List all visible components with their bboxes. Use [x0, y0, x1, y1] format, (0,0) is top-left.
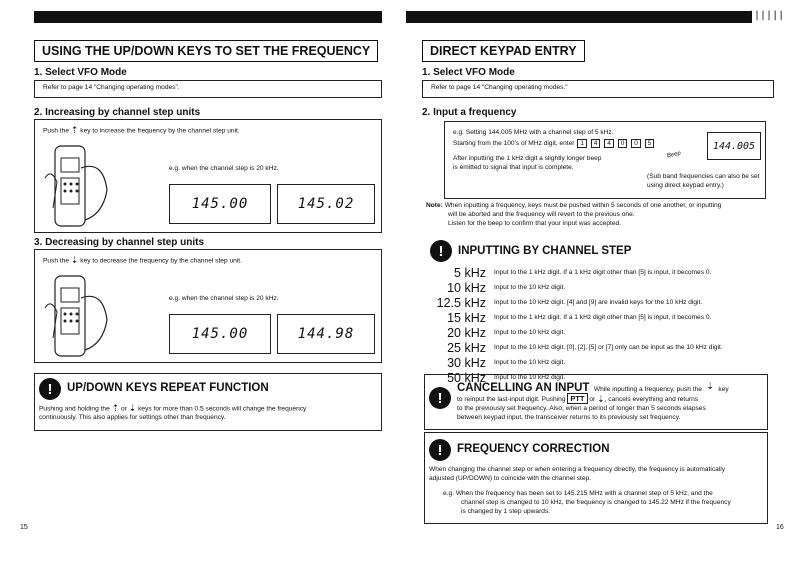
after-line-2: is emitted to signal that input is complete. [453, 164, 574, 171]
correction-example [443, 489, 763, 516]
step-label-20: 20 kHz [447, 326, 486, 340]
step-label-12-5: 12.5 kHz [436, 296, 486, 310]
mhz-key-icon: ⇣ [706, 381, 714, 392]
warning-icon: ! [429, 439, 451, 461]
lcd-144-98: 144.98 [277, 314, 375, 354]
cancel-text-2c: , cancels everything and returns [604, 396, 699, 403]
note-label: Note: [426, 202, 443, 209]
cancel-title: CANCELLING AN INPUT [457, 382, 590, 394]
after-line-1: After inputting the 1 kHz digit a slightly longer beep [453, 155, 602, 162]
correction-text [429, 465, 763, 483]
note-block [426, 201, 766, 228]
step-desc-5: Input to the 1 kHz digit. If a 1 kHz digit other than [5] is input, it becomes 0. [494, 269, 712, 276]
cancel-text-2a: to reinput the last-input digit. Pushing [457, 396, 566, 403]
cancel-text-3: to the previously set frequency. Also, when a period of longer than 5 seconds elapses [457, 405, 706, 412]
ptt-key: PTT [567, 393, 587, 404]
step2-text-a: Push the [43, 127, 70, 135]
step3-box [34, 249, 382, 363]
top-bar-right [406, 11, 752, 23]
down-key-icon: ⇣ [128, 403, 137, 413]
correction-line-1: When changing the channel step or when entering a frequency directly, the frequency is automatically [429, 466, 726, 473]
key-1: 1 [577, 139, 587, 148]
repeat-function-box [34, 373, 382, 431]
step2-heading: 2. Increasing by channel step units [34, 107, 201, 118]
step3-example: e.g. when the channel step is 20 kHz. [169, 295, 279, 302]
step-label-25: 25 kHz [447, 341, 486, 355]
right-step1-heading: 1. Select VFO Mode [422, 67, 515, 78]
subband-note [647, 172, 760, 190]
right-step1-box [422, 80, 774, 98]
step3-text-a: Push the [43, 257, 70, 265]
repeat-title: UP/DOWN KEYS REPEAT FUNCTION [67, 382, 269, 394]
input-start-line [453, 139, 655, 148]
up-key-icon: ⇡ [70, 125, 79, 135]
channel-step-title: INPUTTING BY CHANNEL STEP [458, 245, 632, 257]
input-after-text [453, 154, 601, 172]
sub-line-2: using direct keypad entry.) [647, 182, 724, 189]
step-desc-10: Input to the 10 kHz digit. [494, 284, 566, 291]
correction-box [424, 432, 768, 524]
note-line-1: When inputting a frequency, keys must be pushed within 5 seconds of one another, or inputting [444, 202, 722, 209]
warning-icon: ! [429, 387, 451, 409]
radio-hand-illustration [41, 138, 113, 230]
vfo-key-icon: ⇣ [597, 393, 605, 404]
repeat-text-c: continuously. This also applies for settings other than frequency. [39, 414, 226, 422]
cancel-box [424, 374, 768, 430]
note-line-3: Listen for the beep to confirm that your input was accepted. [448, 220, 622, 227]
step2-example: e.g. when the channel step is 20 kHz. [169, 165, 279, 172]
repeat-text-or: or [121, 405, 127, 413]
lcd-145-00-down: 145.00 [169, 314, 271, 354]
page-number-left: 15 [20, 524, 28, 531]
step-desc-50: Input to the 10 kHz digit. [494, 374, 566, 381]
lcd-145-02: 145.02 [277, 184, 375, 224]
step-label-15: 15 kHz [447, 311, 486, 325]
key-5: 5 [645, 139, 655, 148]
beep-label: Beep [666, 150, 682, 160]
key-4a: 4 [591, 139, 601, 148]
correction-line-2: adjusted (UP/DOWN) to coincide with the channel step. [429, 475, 591, 482]
section-title-updown: USING THE UP/DOWN KEYS TO SET THE FREQUENCY [34, 40, 378, 62]
warning-icon: ! [39, 378, 61, 400]
radio-hand-illustration-2 [41, 268, 113, 360]
cancel-text-1a: While inputting a frequency, push the [593, 386, 702, 393]
correction-title: FREQUENCY CORRECTION [457, 443, 610, 455]
repeat-text-a: Pushing and holding the [39, 405, 110, 413]
step-desc-20: Input to the 10 kHz digit. [494, 329, 566, 336]
up-key-icon: ⇡ [111, 403, 120, 413]
step1-text: Refer to page 14 "Changing operating modes". [43, 84, 180, 91]
input-start-text: Starting from the 100's of MHz digit, enter [453, 140, 575, 147]
cancel-text-4: between keypad input, the transceiver returns to its previously set frequency. [457, 414, 681, 421]
step-desc-25: Input to the 10 kHz digit. [0], [2], [5] or [7] only can be input as the 10 kHz digit. [494, 344, 723, 351]
step-label-5: 5 kHz [454, 266, 486, 280]
step3-text-b: key to decrease the frequency by the channel step unit. [80, 257, 242, 265]
right-step2-heading: 2. Input a frequency [422, 107, 517, 118]
step-desc-30: Input to the 10 kHz digit. [494, 359, 566, 366]
step1-heading: 1. Select VFO Mode [34, 67, 127, 78]
key-0a: 0 [618, 139, 628, 148]
lcd-145-00-up: 145.00 [169, 184, 271, 224]
step-desc-15: Input to the 1 kHz digit. If a 1 kHz digit other than [5] is input, it becomes 0. [494, 314, 712, 321]
sub-line-1: (Sub band frequencies can also be set [647, 173, 760, 180]
correction-example-1: e.g. When the frequency has been set to 145.215 MHz with a channel step of 5 kHz, and the [443, 490, 713, 497]
input-example: e.g. Setting 144.005 MHz with a channel step of 5 kHz. [453, 129, 614, 136]
lcd-144-005: 144.005 [707, 132, 761, 160]
repeat-text [39, 404, 377, 422]
step1-box [34, 80, 382, 98]
warning-icon: ! [430, 240, 452, 262]
down-key-icon: ⇣ [70, 255, 79, 265]
cancel-body [457, 393, 763, 422]
right-step1-text: Refer to page 14 "Changing operating modes." [431, 84, 568, 91]
note-line-2: will be aborted and the frequency will revert to the previous one. [448, 211, 635, 218]
step2-box [34, 119, 382, 233]
page-number-right: 16 [776, 524, 784, 531]
right-step2-box [444, 121, 766, 199]
repeat-text-b: keys for more than 0.5 seconds will change the frequency [138, 405, 307, 413]
top-bar-left [34, 11, 382, 23]
correction-example-3: is changed by 1 step upwards. [461, 508, 551, 515]
step-label-10: 10 kHz [447, 281, 486, 295]
step2-instruction [43, 126, 240, 135]
step3-instruction [43, 256, 242, 265]
section-title-direct: DIRECT KEYPAD ENTRY [422, 40, 585, 62]
step3-heading: 3. Decreasing by channel step units [34, 237, 205, 248]
step-label-50: 50 kHz [447, 371, 486, 385]
step-desc-12-5: Input to the 10 kHz digit. [4] and [9] are invalid keys for the 10 kHz digit. [494, 299, 703, 306]
key-0b: 0 [631, 139, 641, 148]
cancel-text-1b: key [718, 386, 729, 393]
step-label-30: 30 kHz [447, 356, 486, 370]
key-4b: 4 [604, 139, 614, 148]
cancel-text-2b: or [589, 396, 596, 403]
correction-example-2: channel step is changed to 10 kHz, the frequency is changed to 145.22 MHz if the frequency [461, 499, 731, 506]
step2-text-b: key to increase the frequency by the channel step unit. [80, 127, 240, 135]
barcode-marks: |||||| [748, 10, 785, 21]
